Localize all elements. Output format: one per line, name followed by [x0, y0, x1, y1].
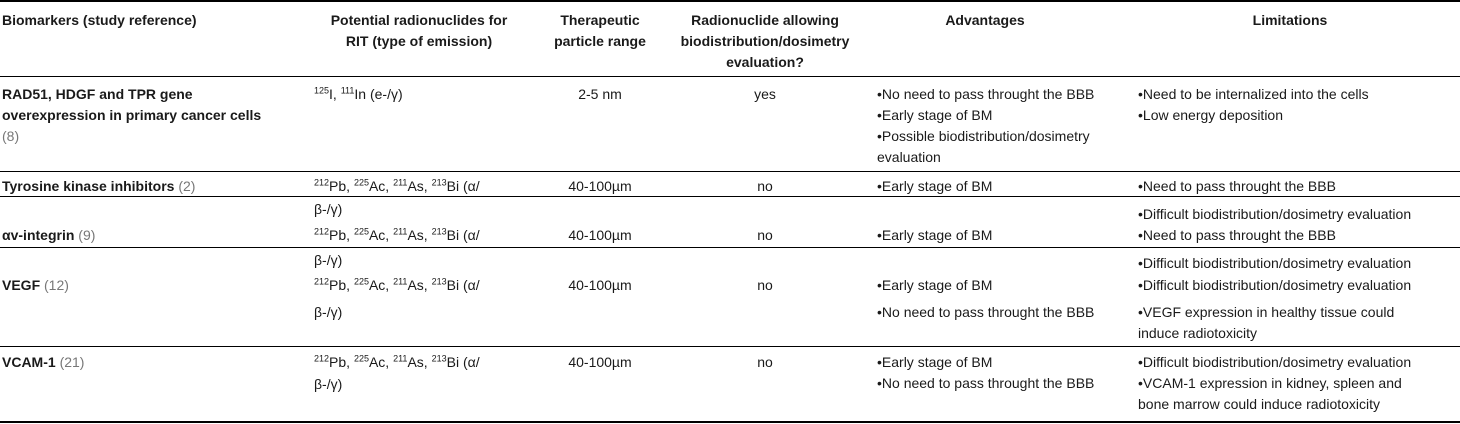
- evaluation-answer: no: [757, 227, 773, 243]
- limitation-item: •Low energy deposition: [1138, 107, 1283, 123]
- particle-range: 40-100µm: [568, 178, 632, 194]
- isotope-symbol: Ac,: [368, 178, 394, 194]
- isotope-symbol: Bi (α/: [446, 354, 480, 370]
- advantage-item-cont: evaluation: [877, 149, 941, 165]
- advantage-item: •Early stage of BM: [877, 178, 993, 194]
- isotope-symbol: As,: [407, 354, 432, 370]
- isotope-mass: 225: [353, 353, 369, 364]
- biomarker-name: Tyrosine kinase inhibitors: [2, 178, 175, 194]
- row-rule: [0, 346, 1460, 347]
- isotope-symbol: Pb,: [329, 277, 354, 293]
- radionuclides-vcam: [314, 352, 480, 373]
- isotope-mass: 211: [393, 226, 408, 237]
- isotope-mass: 213: [431, 226, 447, 237]
- limitation-item: •Need to pass throught the BBB: [1138, 178, 1336, 194]
- header-biomarkers-text: Biomarkers (study reference): [2, 12, 197, 28]
- header-limitations-text: Limitations: [1252, 12, 1328, 28]
- evaluation-answer: no: [757, 178, 773, 194]
- advantage-item: •No need to pass throught the BBB: [877, 304, 1095, 320]
- limitation-item: •Need to be internalized into the cells: [1138, 86, 1369, 102]
- advantages-vcam: [877, 352, 1137, 394]
- particle-range: 2-5 nm: [578, 86, 622, 102]
- isotope-mass: 212: [314, 353, 330, 364]
- advantage-item: •No need to pass throught the BBB: [877, 375, 1095, 391]
- top-rule: [0, 0, 1460, 2]
- isotope-mass: 111: [340, 85, 355, 96]
- isotope-mass: 211: [393, 353, 408, 364]
- biomarker-name: αv-integrin: [2, 227, 75, 243]
- radionuclides-integrin: [314, 225, 480, 246]
- biomarker-name-line2: overexpression in primary cancer cells: [2, 107, 262, 123]
- isotope-mass: 211: [393, 276, 408, 287]
- limitations-vcam: [1138, 352, 1458, 415]
- isotope-mass: 213: [431, 276, 447, 287]
- limitation-item: •Difficult biodistribution/dosimetry evaluation: [1138, 206, 1412, 222]
- limitation-item: •Difficult biodistribution/dosimetry evaluation: [1138, 255, 1412, 271]
- header-evaluation: [665, 10, 865, 73]
- isotope-symbol: As,: [407, 277, 432, 293]
- isotope-mass: 212: [314, 226, 330, 237]
- row-rule: [0, 171, 1460, 172]
- radionuclides-rad51: [314, 84, 403, 105]
- isotope-mass: 125: [314, 85, 330, 96]
- isotope-symbol: Pb,: [329, 354, 354, 370]
- limitation-item: •Difficult biodistribution/dosimetry evaluation: [1138, 277, 1412, 293]
- header-range: [540, 10, 660, 52]
- advantage-item: •Possible biodistribution/dosimetry: [877, 128, 1090, 144]
- isotope-mass: 225: [353, 226, 369, 237]
- radionuclides-tki: [314, 176, 480, 197]
- limitation-item-multiline: [1138, 302, 1458, 344]
- isotope-symbol: As,: [407, 227, 432, 243]
- isotope-symbol: Ac,: [368, 227, 394, 243]
- radionuclides-vegf: [314, 275, 480, 296]
- header-radionuclides-line2: RIT (type of emission): [345, 33, 493, 49]
- table-row-vcam-name: [2, 352, 84, 373]
- advantage-item: •Early stage of BM: [877, 107, 993, 123]
- evaluation-answer: yes: [754, 86, 776, 102]
- limitation-item: •VCAM-1 expression in kidney, spleen and: [1138, 375, 1402, 391]
- header-range-line1: Therapeutic: [560, 12, 640, 28]
- header-advantages: [870, 10, 1100, 31]
- isotope-symbol: Bi (α/: [446, 227, 480, 243]
- radionuclides-emission-cont: β-/γ): [314, 201, 343, 217]
- evaluation-answer: no: [757, 277, 773, 293]
- table-row-integrin-name: [2, 225, 95, 246]
- biomarker-name: VEGF: [2, 277, 41, 293]
- table-row-rad51-name: [2, 84, 302, 147]
- study-reference: (12): [44, 277, 69, 293]
- isotope-mass: 213: [431, 353, 447, 364]
- header-evaluation-line1: Radionuclide allowing: [691, 12, 839, 28]
- isotope-mass: 213: [431, 177, 447, 188]
- header-limitations: [1140, 10, 1440, 31]
- limitation-item: •Need to pass throught the BBB: [1138, 227, 1336, 243]
- evaluation-answer: no: [757, 354, 773, 370]
- isotope-symbol: I,: [329, 86, 341, 102]
- header-advantages-text: Advantages: [945, 12, 1025, 28]
- isotope-symbol: Ac,: [368, 277, 394, 293]
- isotope-symbol: Pb,: [329, 178, 354, 194]
- isotope-mass: 212: [314, 276, 330, 287]
- header-evaluation-line2: biodistribution/dosimetry: [680, 33, 850, 49]
- study-reference: (21): [59, 354, 85, 370]
- isotope-mass: 212: [314, 177, 330, 188]
- particle-range: 40-100µm: [568, 354, 632, 370]
- biomarker-name: VCAM-1: [2, 354, 56, 370]
- header-biomarkers: [2, 10, 302, 31]
- header-radionuclides: [305, 10, 533, 52]
- limitation-item-cont: bone marrow could induce radiotoxicity: [1138, 396, 1381, 412]
- table-row-tki-name: [2, 176, 195, 197]
- isotope-symbol: Pb,: [329, 227, 354, 243]
- header-evaluation-line3: evaluation?: [726, 54, 804, 70]
- study-reference: (9): [78, 227, 96, 243]
- particle-range: 40-100µm: [568, 227, 632, 243]
- isotope-mass: 225: [353, 276, 369, 287]
- study-reference: (2): [178, 178, 196, 194]
- row-rule: [0, 247, 1460, 248]
- radionuclides-emission-cont: β-/γ): [314, 304, 343, 320]
- bottom-rule: [0, 421, 1460, 423]
- isotope-mass: 225: [353, 177, 369, 188]
- particle-range: 40-100µm: [568, 277, 632, 293]
- isotope-symbol: Bi (α/: [446, 178, 480, 194]
- header-radionuclides-line1: Potential radionuclides for: [330, 12, 508, 28]
- study-reference: (8): [2, 128, 20, 144]
- advantage-item: •Early stage of BM: [877, 227, 993, 243]
- limitation-item: •Difficult biodistribution/dosimetry evaluation: [1138, 354, 1412, 370]
- radionuclides-emission-cont: β-/γ): [314, 376, 343, 392]
- isotope-symbol: As,: [407, 178, 432, 194]
- advantage-item: •Early stage of BM: [877, 277, 993, 293]
- advantage-item: •No need to pass throught the BBB: [877, 86, 1095, 102]
- isotope-symbol: In (e-/γ): [354, 86, 403, 102]
- header-range-line2: particle range: [554, 33, 646, 49]
- advantage-item: •Early stage of BM: [877, 354, 993, 370]
- limitation-item: •VEGF expression in healthy tissue could: [1138, 304, 1395, 320]
- limitation-item-cont: induce radiotoxicity: [1138, 325, 1258, 341]
- radionuclides-emission-cont: β-/γ): [314, 252, 343, 268]
- biomarker-name-line1: RAD51, HDGF and TPR gene: [2, 86, 193, 102]
- isotope-symbol: Bi (α/: [446, 277, 480, 293]
- isotope-symbol: Ac,: [368, 354, 394, 370]
- table-row-vegf-name: [2, 275, 69, 296]
- limitations-rad51: [1138, 84, 1458, 126]
- header-rule: [0, 76, 1460, 77]
- isotope-mass: 211: [393, 177, 408, 188]
- advantages-rad51: [877, 84, 1137, 168]
